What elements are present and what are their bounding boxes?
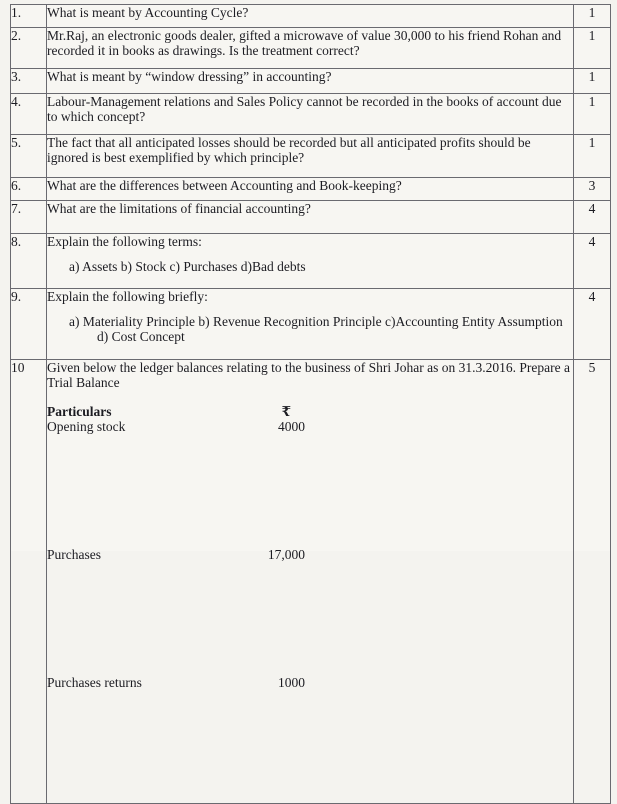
question-number: 6. [11,178,47,201]
ledger-account: Purchases returns [47,675,142,690]
question-number: 1. [11,5,47,28]
question-text: What is meant by “window dressing” in accounting? [47,69,574,94]
question-number: 3. [11,69,47,94]
question-number: 7. [11,201,47,234]
question-row [11,360,611,804]
question-text: What is meant by Accounting Cycle? [47,5,574,28]
question-marks: 1 [574,5,611,28]
question-cell [47,289,574,360]
question-text: Mr.Raj, an electronic goods dealer, gifted a microwave of value 30,000 to his friend Rohan and recorded it in books as drawings. Is the treatment correct? [47,28,574,69]
question-row [11,69,611,94]
ledger-header-particulars: Particulars [47,404,112,419]
question-row [11,289,611,360]
ledger-account: Purchases [47,547,101,562]
question-number: 9. [11,289,47,360]
question-marks: 4 [574,234,611,289]
ledger-table [47,404,305,803]
question-marks: 1 [574,69,611,94]
questions-table [10,4,611,804]
question-marks: 1 [574,28,611,69]
ledger-row [47,675,305,803]
ledger-amount: 1000 [278,675,305,690]
question-marks: 4 [574,289,611,360]
question-text: What are the limitations of financial accounting? [47,201,574,234]
ledger-amount: 4000 [278,419,305,434]
question-row [11,234,611,289]
question-number: 2. [11,28,47,69]
question-marks: 3 [574,178,611,201]
question-text: Labour-Management relations and Sales Policy cannot be recorded in the books of account due to which concept? [47,94,574,135]
ledger-row [47,547,305,675]
question-text: The fact that all anticipated losses should be recorded but all anticipated profits should be ignored is best exemplified by which principle? [47,135,574,178]
question-row [11,178,611,201]
ledger-row [47,419,305,547]
question-text: Explain the following briefly: [47,289,208,304]
question-number: 4. [11,94,47,135]
question-number: 8. [11,234,47,289]
question-number: 10 [11,360,47,804]
question-number: 5. [11,135,47,178]
question-text: Given below the ledger balances relating to the business of Shri Johar as on 31.3.2016. Prepare a Trial Balance [47,360,570,390]
question-cell [47,234,574,289]
ledger-amount: 17,000 [267,547,305,562]
question-paper-page [10,4,610,690]
ledger-account: Opening stock [47,419,126,434]
question-marks: 5 [574,360,611,804]
question-row [11,94,611,135]
question-text: Explain the following terms: [47,234,202,249]
question-subparts: a) Materiality Principle b) Revenue Recognition Principle c)Accounting Entity Assumption d) Cost Concept [69,314,563,344]
rupee-icon: ₹ [281,404,291,419]
question-row [11,28,611,69]
question-subparts: a) Assets b) Stock c) Purchases d)Bad debts [69,259,306,274]
question-marks: 1 [574,94,611,135]
question-row [11,5,611,28]
question-row [11,135,611,178]
question-marks: 1 [574,135,611,178]
question-cell [47,360,574,804]
question-marks: 4 [574,201,611,234]
question-row [11,201,611,234]
question-text: What are the differences between Accounting and Book-keeping? [47,178,574,201]
